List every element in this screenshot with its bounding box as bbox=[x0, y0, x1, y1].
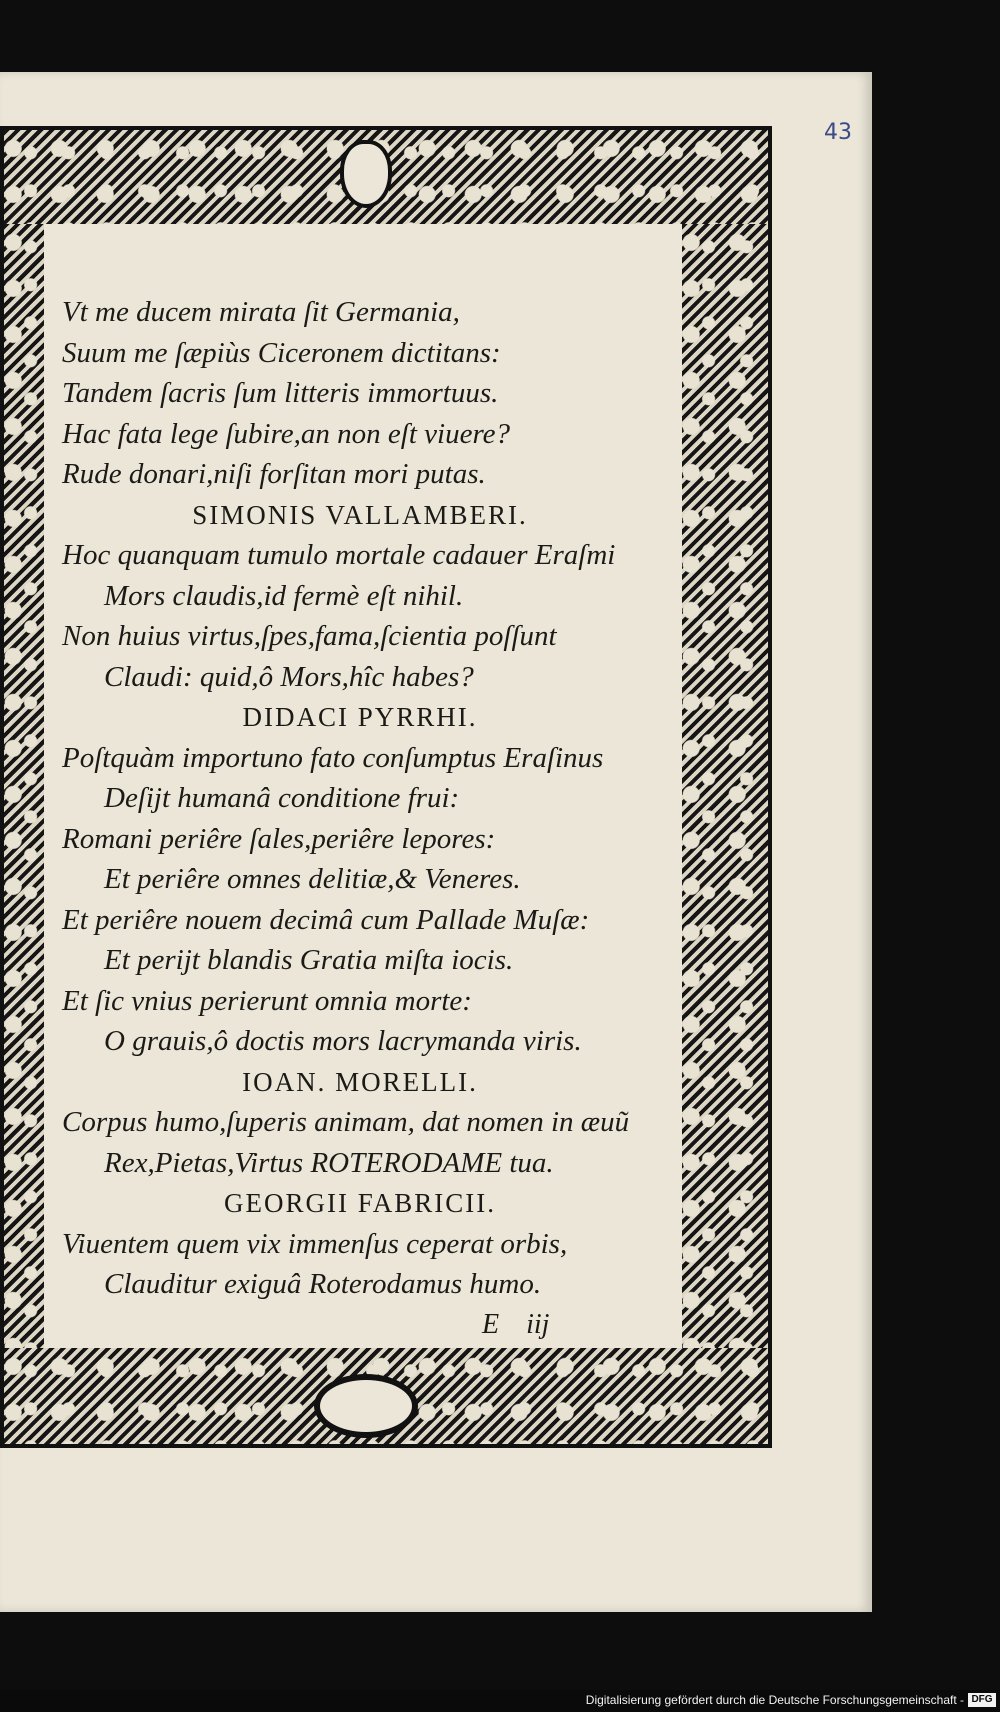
verse-line-indented: Et periêre omnes delitiæ,& Veneres. bbox=[104, 863, 521, 895]
credit-text: Digitalisierung gefördert durch die Deutsche Forschungsgemeinschaft - bbox=[585, 1693, 964, 1707]
verse-line: Romani periêre ſales,periêre lepores: bbox=[62, 822, 496, 855]
folio-number: 43 bbox=[824, 120, 852, 145]
grotesque-mask-ornament bbox=[340, 140, 392, 208]
verse-line: Poſtquàm importuno fato conſumptus Eraſinus bbox=[62, 741, 604, 774]
verse-line: Rude donari,niſi forſitan mori putas. bbox=[62, 458, 486, 490]
verse-line: Vt me ducem mirata ſit Germania, bbox=[62, 296, 460, 328]
verse-line-indented: Clauditur exiguâ Roterodamus humo. bbox=[104, 1268, 542, 1300]
verse-line: Hac fata lege ſubire,an non eſt viuere? bbox=[62, 417, 511, 450]
verse-line: Suum me ſæpiùs Ciceronem dictitans: bbox=[62, 336, 501, 369]
verse-line: Tandem ſacris ſum litteris immortuus. bbox=[62, 377, 499, 409]
verse-line-indented: Deſijt humanâ conditione frui: bbox=[104, 782, 460, 814]
verse-line: Et ſic vnius perierunt omnia morte: bbox=[62, 984, 472, 1017]
verse-line-indented: Claudi: quid,ô Mors,hîc habes? bbox=[104, 660, 474, 693]
woodcut-border-right bbox=[682, 224, 768, 1348]
verse-line: Et periêre nouem decimâ cum Pallade Muſæ: bbox=[62, 903, 590, 936]
epitaph-author-heading: DIDACI PYRRHI. bbox=[242, 702, 478, 732]
epitaph-author-heading: SIMONIS VALLAMBERI. bbox=[192, 499, 528, 530]
text-block bbox=[44, 224, 682, 1348]
epitaph-author-heading: GEORGII FABRICII. bbox=[224, 1188, 496, 1218]
signature-mark: E iij bbox=[482, 1308, 550, 1340]
woodcut-border-left bbox=[4, 224, 44, 1348]
dfg-logo: DFG bbox=[968, 1693, 996, 1707]
credit-bar bbox=[0, 1690, 1000, 1712]
verse-line-indented: Rex,Pietas,Virtus ROTERODAME tua. bbox=[104, 1146, 554, 1179]
oval-cartouche-ornament bbox=[314, 1374, 418, 1438]
verse-line: Non huius virtus,ſpes,fama,ſcientia poſſunt bbox=[62, 620, 557, 652]
verse-line: Hoc quanquam tumulo mortale cadauer Eraſmi bbox=[62, 539, 616, 571]
verse-line-indented: Mors claudis,id fermè eſt nihil. bbox=[104, 579, 464, 612]
verse-line-indented: Et perijt blandis Gratia miſta iocis. bbox=[104, 944, 514, 976]
epitaph-author-heading: IOAN. MORELLI. bbox=[242, 1066, 478, 1097]
verse-line: Corpus humo,ſuperis animam, dat nomen in æuũ bbox=[62, 1106, 630, 1138]
verse-line: Viuentem quem vix immenſus ceperat orbis, bbox=[62, 1227, 568, 1260]
epitaph-lines bbox=[62, 292, 682, 1305]
verse-line-indented: O grauis,ô doctis mors lacrymanda viris. bbox=[104, 1025, 582, 1057]
book-page bbox=[0, 72, 872, 1612]
